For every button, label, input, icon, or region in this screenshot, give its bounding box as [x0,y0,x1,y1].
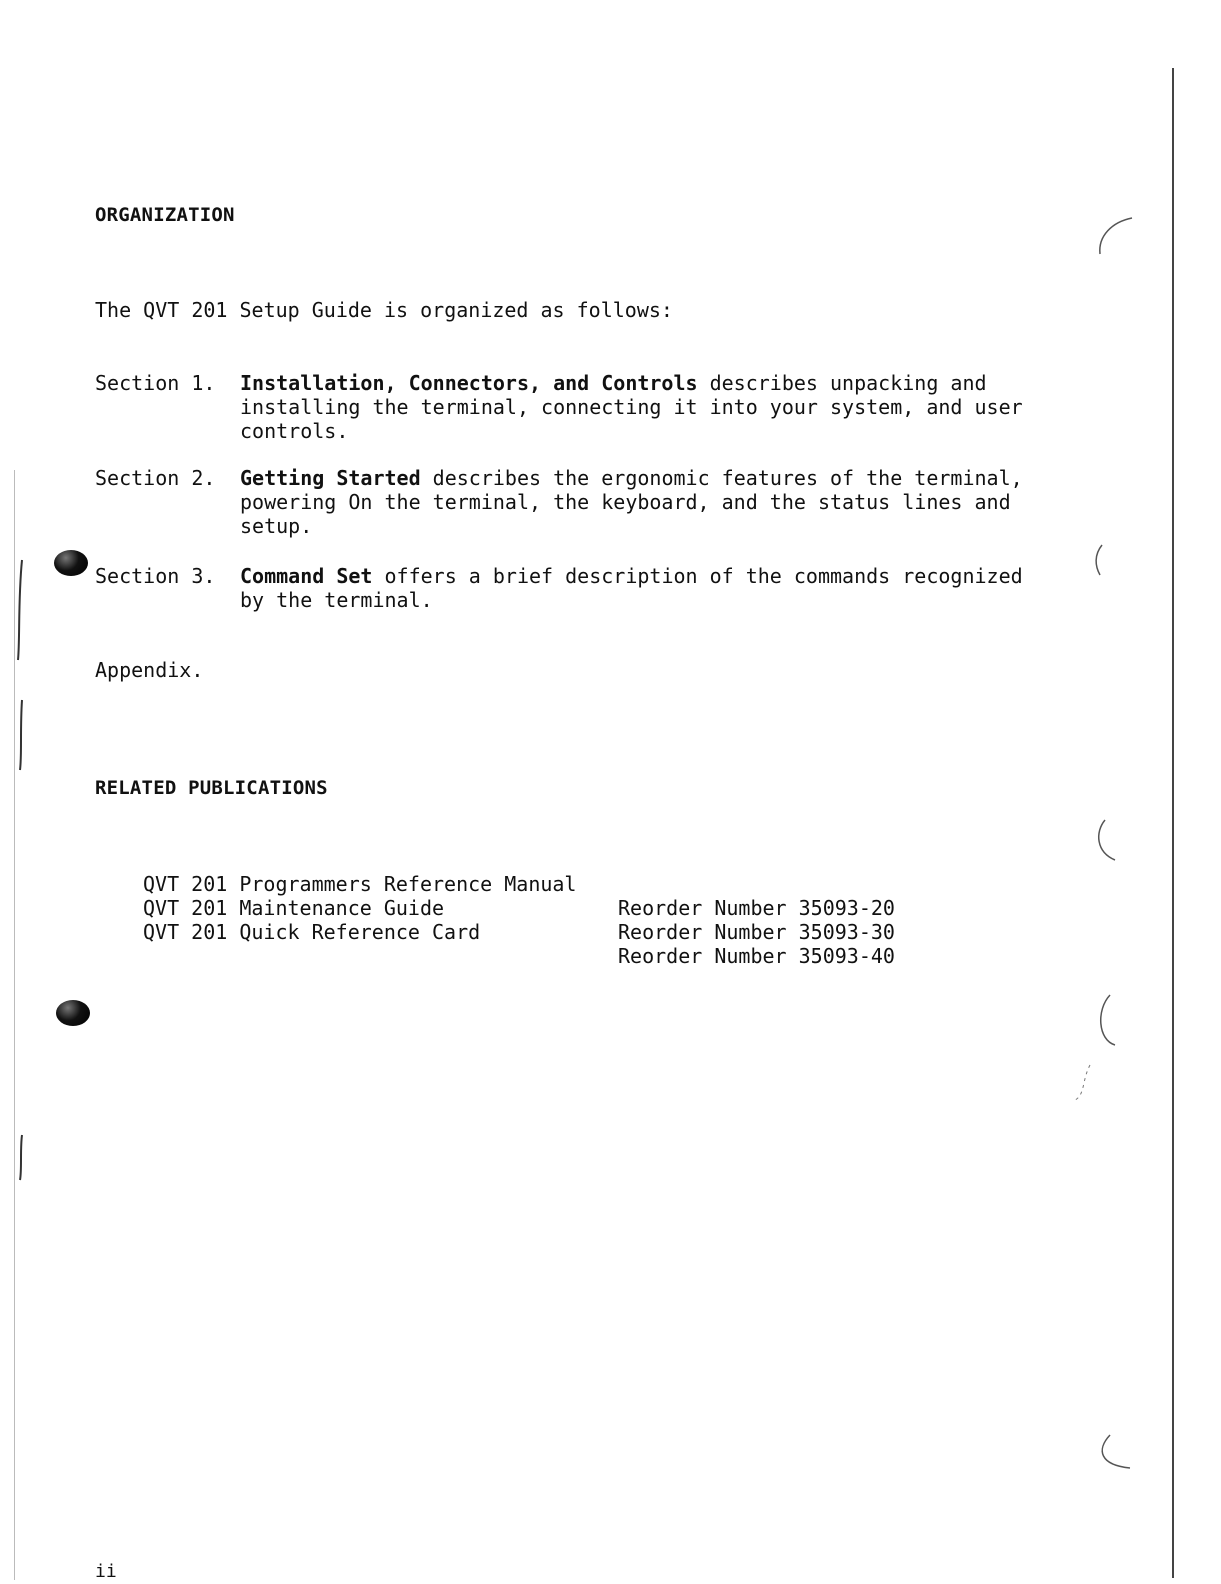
publication-title: QVT 201 Quick Reference Card [143,920,481,944]
page-number: ii [95,1561,117,1582]
organization-intro: The QVT 201 Setup Guide is organized as follows: [95,298,673,322]
section-3-description [240,564,1040,612]
section-1-label: Section 1. [95,371,216,395]
section-1-text: describes unpacking and installing the terminal, connecting it into your system, and user controls. [240,371,1023,443]
binder-ring-mark [1102,1435,1130,1468]
publication-title: QVT 201 Maintenance Guide [143,896,445,920]
section-2-title: Getting Started [240,466,421,490]
publication-order-number: Reorder Number 35093-30 [618,920,895,944]
section-1-title: Installation, Connectors, and Controls [240,371,698,395]
section-2-label: Section 2. [95,466,216,490]
binder-ring-mark [1075,1065,1090,1100]
publication-title: QVT 201 Programmers Reference Manual [143,872,577,896]
punch-hole [56,1000,90,1026]
binder-ring-mark [1101,995,1115,1045]
appendix-line: Appendix. [95,658,204,682]
left-binding-mark [18,560,22,660]
section-3-text: offers a brief description of the commands recognized by the terminal. [240,564,1023,612]
binder-ring-mark [1096,545,1102,575]
section-3-title: Command Set [240,564,373,588]
organization-heading: ORGANIZATION [95,204,235,226]
publication-order-number: Reorder Number 35093-40 [618,944,895,968]
punch-hole [54,550,88,576]
binder-ring-mark [1100,218,1132,254]
left-binding-mark [20,1135,22,1180]
binder-ring-mark [1099,820,1115,860]
publication-order-number: Reorder Number 35093-20 [618,896,895,920]
section-1-description [240,371,1040,443]
publication-row [143,896,903,992]
left-binding-mark [20,700,22,770]
section-2-text: describes the ergonomic features of the terminal, powering On the terminal, the keyboard, and the status lines and setup. [240,466,1023,538]
section-2-description [240,466,1040,538]
related-publications-heading: RELATED PUBLICATIONS [95,777,328,799]
section-3-label: Section 3. [95,564,216,588]
